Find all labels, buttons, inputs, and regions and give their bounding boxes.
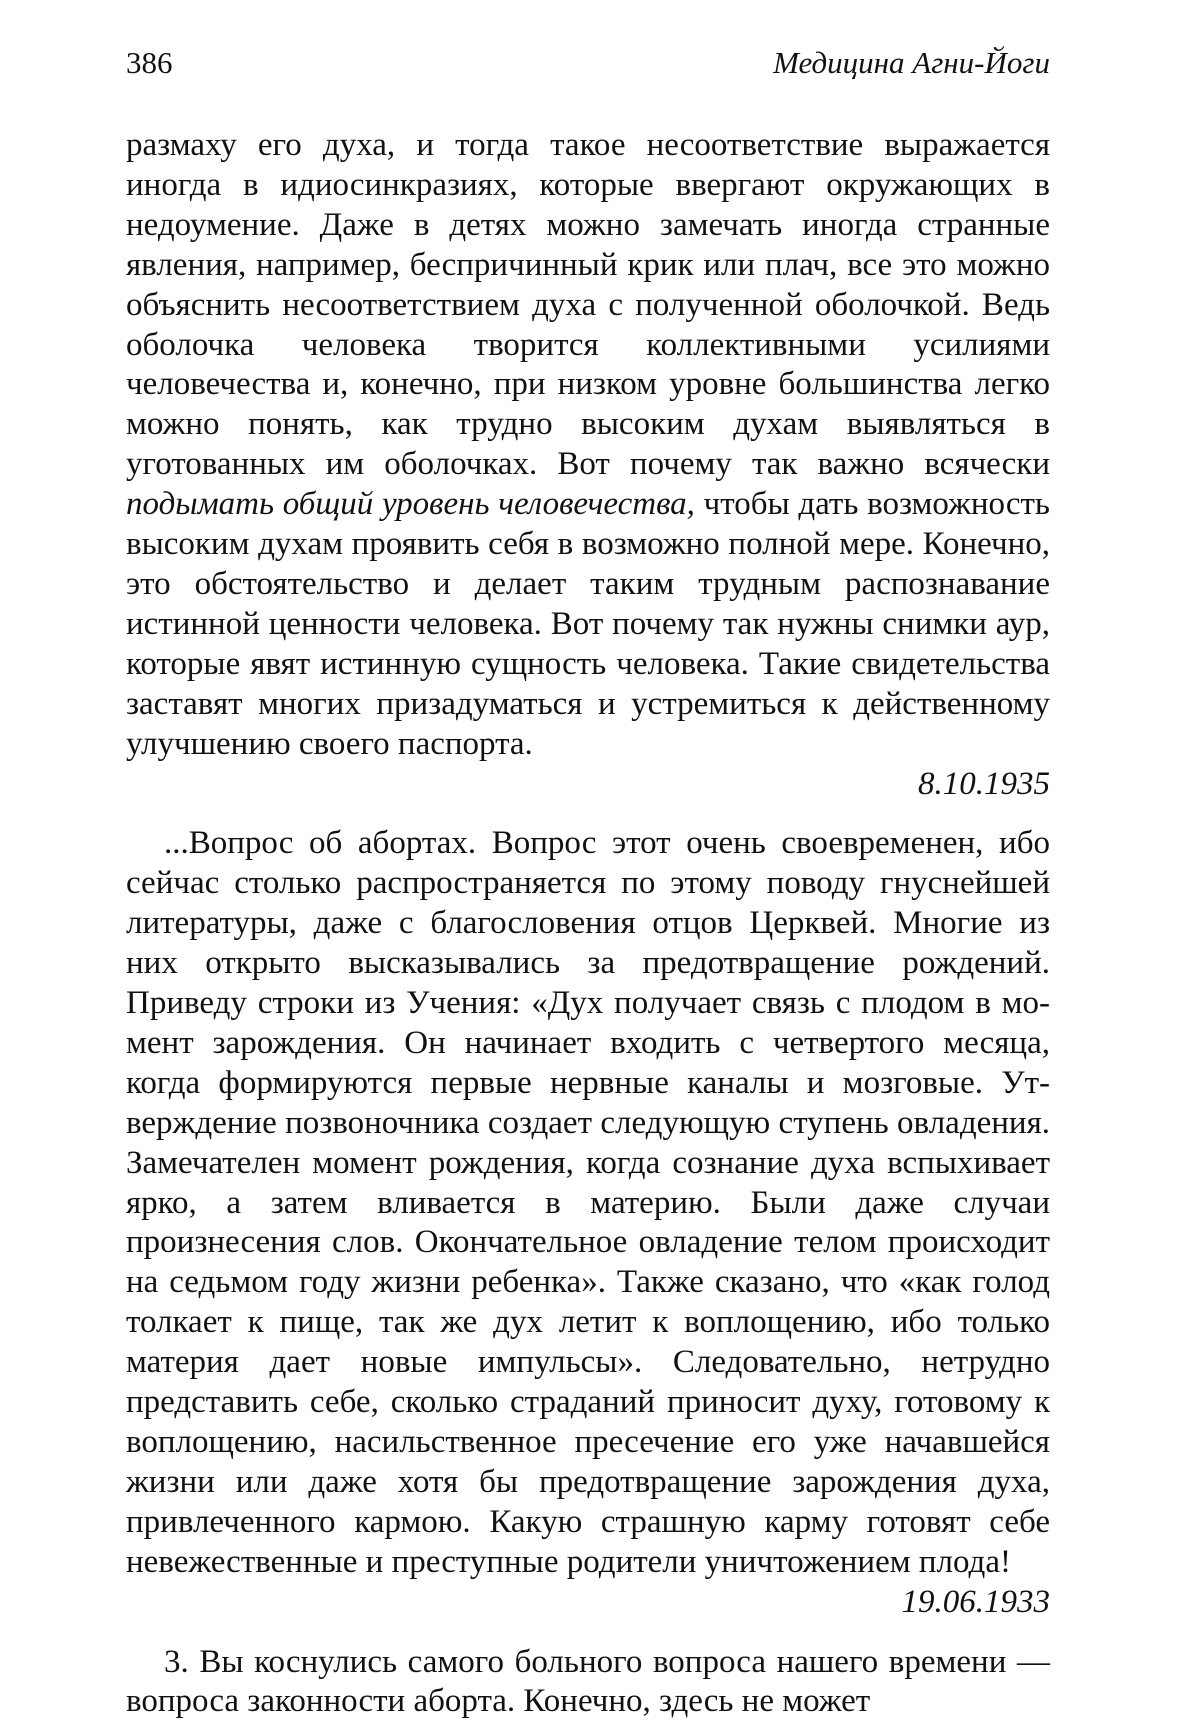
paragraph-text: чтобы дать возможность высоким духам проявить себя в возможно полной мере. Конечно, это обстоятельство и делает таким трудным распознавание истинной ценности человека. Вот почему так нужны снимки аур, которые явят истинную сущность человека. Такие свидетельства заставят многих призадуматься и устремиться к действенному улучшению своего паспорта. [126, 486, 1050, 762]
running-head: Медицина Агни-Йоги [773, 45, 1050, 80]
letter-date: 8.10.1935 [918, 765, 1050, 802]
paragraph-text: размаху его духа, и тогда такое несоответствие выражается иногда в идиосинкразиях, которые ввергают окружающих в недоумение. Даже в детях можно замечать иногда странные явления, например, беспричинный крик или плач, все это можно объяснить несоответствием духа с полученной оболочкой. Ведь оболочка человека творится коллективными усилиями человечества и, конечно, при низком уровне большинства легко можно понять, как трудно высоким духам выявляться в уготованных им оболочках. Вот почему так важно всячески [126, 127, 1050, 483]
page-number: 386 [126, 45, 173, 80]
emphasized-phrase: подымать общий уровень человечества, [126, 486, 695, 523]
paragraph-continued [126, 126, 1050, 765]
page-body [126, 126, 1050, 1722]
paragraph-abortion: ...Вопрос об абортах. Вопрос этот очень своевременен, ибо сейчас столько распространяется по этому поводу гнуснейшей литературы, даже с благословения отцов Церквей. Многие из них открыто высказывались за предотвращение рождений. Приведу строки из Учения: «Дух получает связь с плодом в момент зарождения. Он начинает входить с четвертого месяца, когда формируются первые нервные каналы и мозговые. Утверждение позвоночника создает следующую ступень овладения. Замечателен момент рождения, когда сознание духа вспыхивает ярко, а затем вливается в материю. Были даже случаи произнесения слов. Окончательное овладение телом происходит на седьмом году жизни ребенка». Также сказано, что «как голод толкает к пище, так же дух летит к воплощению, ибо только материя дает новые импульсы». Следовательно, нетрудно представить себе, сколько страданий приносит духу, готовому к воплощению, насильственное пресечение его уже начавшейся жизни или даже хотя бы предотвращение зарождения духа, привлеченного кармою. Какую страшную карму готовят себе невежественные и преступные родители уничтожением плода! [126, 825, 1050, 1580]
page-header [126, 38, 1050, 88]
letter-date: 19.06.1933 [901, 1583, 1050, 1620]
paragraph-numbered: 3. Вы коснулись самого больного вопроса нашего времени — вопроса законности аборта. Конечно, здесь не может [126, 1643, 1050, 1720]
